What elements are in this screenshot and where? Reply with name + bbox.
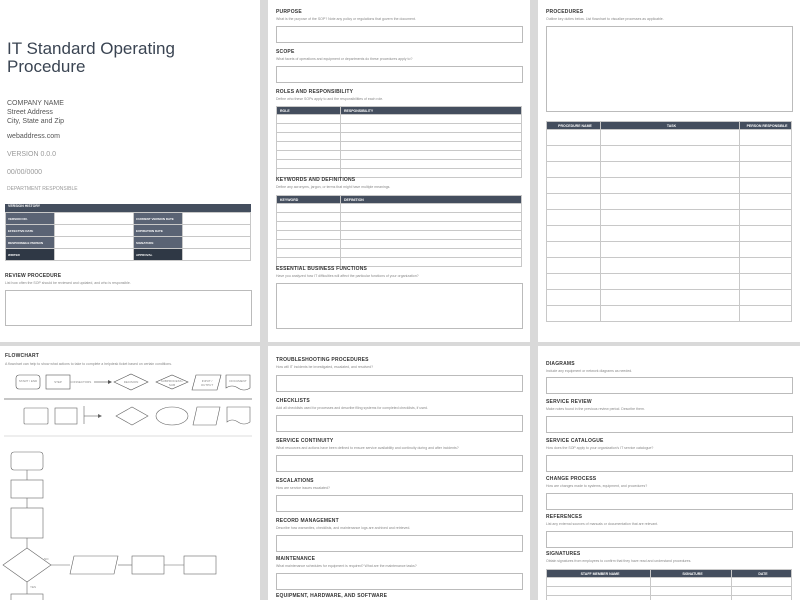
company-name: COMPANY NAME [7,100,64,107]
version-history-header: VERSION HISTORY [5,204,251,212]
date-label: 00/00/0000 [7,169,43,176]
keywords-desc: Define any acronyms, jargon, or terms that might have multiple meanings. [276,185,391,189]
roles-col-header: RESPONSIBILITY [341,107,522,115]
references-field[interactable] [546,531,793,548]
change-heading: CHANGE PROCESS [546,476,597,482]
roles-col-header: ROLE [277,107,341,115]
signatures-col-header: DATE [732,570,792,578]
document-title: IT Standard Operating Procedure [7,39,175,76]
diagrams-page [538,346,800,600]
vh-value[interactable] [183,225,251,237]
escalations-desc: How are service issues escalated? [276,486,330,490]
table-row[interactable] [277,160,522,169]
vh-label: SIGNATURE [134,237,183,249]
functions-field[interactable] [276,283,523,329]
purpose-heading: PURPOSE [276,9,302,15]
signatures-col-header: STAFF MEMBER NAME [547,570,651,578]
keywords-heading: KEYWORDS AND DEFINITIONS [276,177,356,183]
decision-yes-label: YES [30,585,37,589]
procedures-table [546,121,792,322]
vh-value[interactable] [55,237,134,249]
functions-heading: ESSENTIAL BUSINESS FUNCTIONS [276,266,368,272]
maintenance-heading: MAINTENANCE [276,556,316,562]
procedures-col-header: TASK [601,122,740,130]
version-history-table [5,204,251,261]
table-row[interactable] [547,258,792,274]
scope-heading: SCOPE [276,49,295,55]
table-row[interactable] [547,306,792,322]
table-row[interactable] [547,226,792,242]
maintenance-desc: What maintenance schedules for equipment is required? What are the maintenance tasks? [276,564,417,568]
table-row[interactable] [547,290,792,306]
troubleshooting-field[interactable] [276,375,523,392]
record-field[interactable] [276,535,523,552]
signatures-col-header: SIGNATURE [651,570,732,578]
service-review-heading: SERVICE REVIEW [546,399,592,405]
vh-value[interactable] [183,249,251,261]
table-row[interactable] [547,596,792,600]
keywords-col-header: KEYWORD [277,196,341,204]
legend-subprocess: SUBPROCESS / SUB [160,379,184,387]
table-row[interactable] [277,231,522,240]
record-desc: Describe how warranties, checklists, and maintenance logs are archived and retrieved. [276,526,411,530]
flowchart-diagram [0,398,260,600]
continuity-heading: SERVICE CONTINUITY [276,438,334,444]
procedures-col-header: PROCEDURE NAME [547,122,601,130]
procedures-desc: Outline key duties below. List flowchart to visualize processes as applicable. [546,17,664,21]
vh-value[interactable] [55,213,134,225]
procedures-col-header: PERSON RESPONSIBLE [740,122,792,130]
diagrams-heading: DIAGRAMS [546,361,575,367]
references-desc: List any external sources of manuals or documentation that are relevant. [546,522,659,526]
catalogue-field[interactable] [546,455,793,472]
flowchart-heading: FLOWCHART [5,353,40,359]
signatures-desc: Obtain signatures from employees to confirm that they have read and understand procedures. [546,559,692,563]
flowchart-legend [4,372,256,396]
troubleshooting-heading: TROUBLESHOOTING PROCEDURES [276,357,369,363]
roles-desc: Define who these SOPs apply to and the responsibilities of each role. [276,97,384,101]
vh-label: VERSION NO. [6,213,55,225]
table-row[interactable] [547,242,792,258]
diagrams-desc: Include any equipment or network diagrams as needed. [546,369,633,373]
vh-label: RESPONSIBLE PERSON [6,237,55,249]
table-row[interactable] [547,146,792,162]
table-row[interactable] [277,133,522,142]
version-label: VERSION 0.0.0 [7,151,57,158]
table-row[interactable] [547,210,792,226]
equipment-heading: EQUIPMENT, HARDWARE, AND SOFTWARE [276,593,388,599]
checklists-heading: CHECKLISTS [276,398,310,404]
catalogue-desc: How does the SOP apply to your organization's IT service catalogue? [546,446,654,450]
scope-field[interactable] [276,66,523,83]
vh-value[interactable] [183,213,251,225]
table-row[interactable] [277,240,522,249]
table-row[interactable] [277,142,522,151]
table-row[interactable] [547,587,792,596]
vh-value[interactable] [183,237,251,249]
checklists-field[interactable] [276,415,523,432]
scope-desc: What facets of operations and equipment or departments do these procedures apply to? [276,57,413,61]
procedures-heading: PROCEDURES [546,9,584,15]
keywords-table [276,195,522,267]
legend-start-end: START / END [18,379,38,383]
signatures-table [546,569,792,600]
vh-value[interactable] [55,249,134,261]
checklists-desc: Add all checklists used for processes and describe filing systems for completed checklists, if used. [276,406,428,410]
table-row[interactable] [547,578,792,587]
review-procedure-desc: List how often the SOP should be reviewed and updated, and who is responsible. [5,281,131,285]
continuity-desc: What resources and actions have been defined to ensure service availability and continuity during and after incidents? [276,446,459,450]
table-row[interactable] [547,178,792,194]
purpose-desc: What is the purpose of the SOP? Note any policy or regulations that govern the document. [276,17,416,21]
functions-desc: Have you analyzed how IT difficulties will affect the particular functions of your organization? [276,274,419,278]
table-row[interactable] [277,151,522,160]
table-row[interactable] [277,213,522,222]
legend-step: STEP [54,380,62,384]
table-row[interactable] [277,124,522,133]
service-review-desc: Make notes found in the previous review period. Describe them. [546,407,645,411]
department-label: DEPARTMENT RESPONSIBLE [7,186,78,192]
vh-label: WRITER [6,249,55,261]
procedures-page [538,0,800,342]
catalogue-heading: SERVICE CATALOGUE [546,438,604,444]
cover-page [0,0,260,342]
flowchart-page [0,346,260,600]
table-row[interactable] [277,115,522,124]
signatures-heading: SIGNATURES [546,551,581,557]
table-row[interactable] [547,130,792,146]
street-address: Street Address [7,109,53,116]
vh-value[interactable] [55,225,134,237]
vh-label: CURRENT VERSION DATE [134,213,183,225]
city-state-zip: City, State and Zip [7,118,65,125]
table-row[interactable] [547,274,792,290]
keywords-col-header: DEFINITION [341,196,522,204]
change-field[interactable] [546,493,793,510]
change-desc: How are changes made to systems, equipment, and procedures? [546,484,648,488]
troubleshooting-desc: How will IT incidents be investigated, escalated, and resolved? [276,365,374,369]
roles-table [276,106,522,178]
escalations-field[interactable] [276,495,523,512]
troubleshooting-page [268,346,530,600]
references-heading: REFERENCES [546,514,583,520]
vh-label: EFFECTIVE DATE [6,225,55,237]
vh-label: EXPIRATION DATE [134,225,183,237]
continuity-field[interactable] [276,455,523,472]
maintenance-field[interactable] [276,573,523,590]
service-review-field[interactable] [546,416,793,433]
vh-label: APPROVAL [134,249,183,261]
table-row[interactable] [547,162,792,178]
legend-document: DOCUMENT [229,379,247,383]
table-row[interactable] [547,194,792,210]
escalations-heading: ESCALATIONS [276,478,314,484]
flowchart-desc: A flowchart can help to show what actions to take to complete a helpdesk ticket based on certain conditions. [5,362,172,366]
web-address: webaddress.com [7,133,60,140]
purpose-scope-page [268,0,530,342]
review-procedure-field[interactable] [5,290,252,326]
record-heading: RECORD MANAGEMENT [276,518,339,524]
review-procedure-heading: REVIEW PROCEDURE [5,273,62,279]
purpose-field[interactable] [276,26,523,43]
legend-connectors: CONNECTORS [70,380,92,384]
table-row[interactable] [277,204,522,213]
legend-input-output: INPUT / OUTPUT [200,379,214,387]
legend-decision: DECISION [123,380,139,384]
procedures-field[interactable] [546,26,793,112]
diagrams-field[interactable] [546,377,793,394]
table-row[interactable] [277,222,522,231]
decision-no-label: NO [44,557,49,561]
table-row[interactable] [277,249,522,258]
roles-heading: ROLES AND RESPONSIBILITY [276,89,354,95]
